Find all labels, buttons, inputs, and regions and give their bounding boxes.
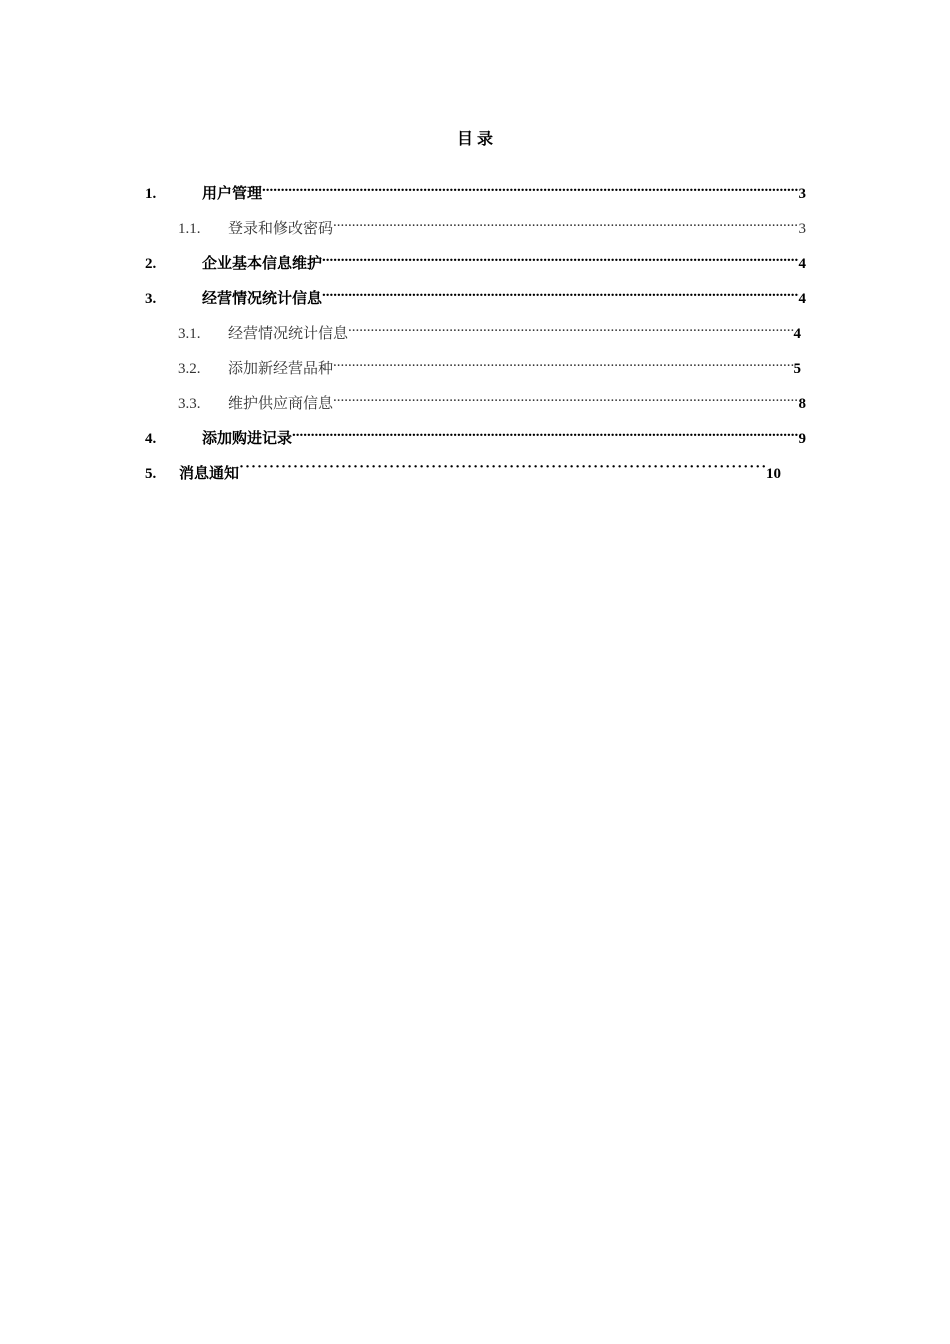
toc-entry-label: 经营情况统计信息 — [202, 291, 323, 307]
toc-entry-number: 3.1. — [178, 326, 201, 342]
toc-entry-number: 4. — [145, 431, 157, 447]
toc-entry-number: 2. — [145, 256, 157, 272]
toc-entry-number: 3.2. — [178, 361, 201, 377]
toc-entry-3-1[interactable] — [178, 316, 801, 342]
toc-entry-label: 添加新经营品种 — [228, 361, 334, 377]
toc-title-text: 目 录 — [456, 131, 493, 148]
toc-entry-page: 4 — [798, 256, 806, 272]
toc-entry-page: 8 — [798, 396, 806, 412]
dot-leader — [333, 351, 793, 373]
toc-entry-number: 1.1. — [178, 221, 201, 237]
toc-entry-number: 3.3. — [178, 396, 201, 412]
toc-entry-4[interactable] — [145, 421, 806, 447]
toc-entry-label: 消息通知 — [179, 466, 240, 482]
toc-entry-number: 3. — [145, 291, 157, 307]
toc-entry-label: 维护供应商信息 — [228, 396, 334, 412]
dot-leader — [239, 456, 766, 478]
dot-leader — [262, 176, 798, 198]
dot-leader — [292, 421, 798, 443]
dot-leader — [333, 386, 798, 408]
toc-entry-3[interactable] — [145, 281, 806, 307]
toc-entry-3-3[interactable] — [178, 386, 806, 412]
toc-entry-5[interactable] — [145, 456, 781, 482]
toc-entry-number: 1. — [145, 186, 157, 202]
toc-entry-1-1[interactable] — [178, 211, 806, 237]
dot-leader — [322, 246, 798, 268]
toc-entry-page: 4 — [798, 291, 806, 307]
toc-entry-page: 9 — [798, 431, 806, 447]
toc-entry-2[interactable] — [145, 246, 806, 272]
toc-entry-page: 5 — [793, 361, 801, 377]
toc-entry-label: 经营情况统计信息 — [228, 326, 349, 342]
toc-title — [0, 126, 950, 149]
toc-entry-number: 5. — [145, 466, 157, 482]
toc-entry-page: 4 — [793, 326, 801, 342]
dot-leader — [348, 316, 793, 338]
toc-entry-3-2[interactable] — [178, 351, 801, 377]
toc-entry-page: 10 — [766, 466, 781, 482]
toc-entry-page: 3 — [798, 221, 806, 237]
toc-entry-label: 添加购进记录 — [202, 431, 293, 447]
toc-entry-label: 用户管理 — [202, 186, 263, 202]
dot-leader — [333, 211, 798, 233]
toc-entry-1[interactable] — [145, 176, 806, 202]
toc-entry-label: 企业基本信息维护 — [202, 256, 323, 272]
toc-entry-page: 3 — [798, 186, 806, 202]
dot-leader — [322, 281, 798, 303]
toc-entry-label: 登录和修改密码 — [228, 221, 334, 237]
